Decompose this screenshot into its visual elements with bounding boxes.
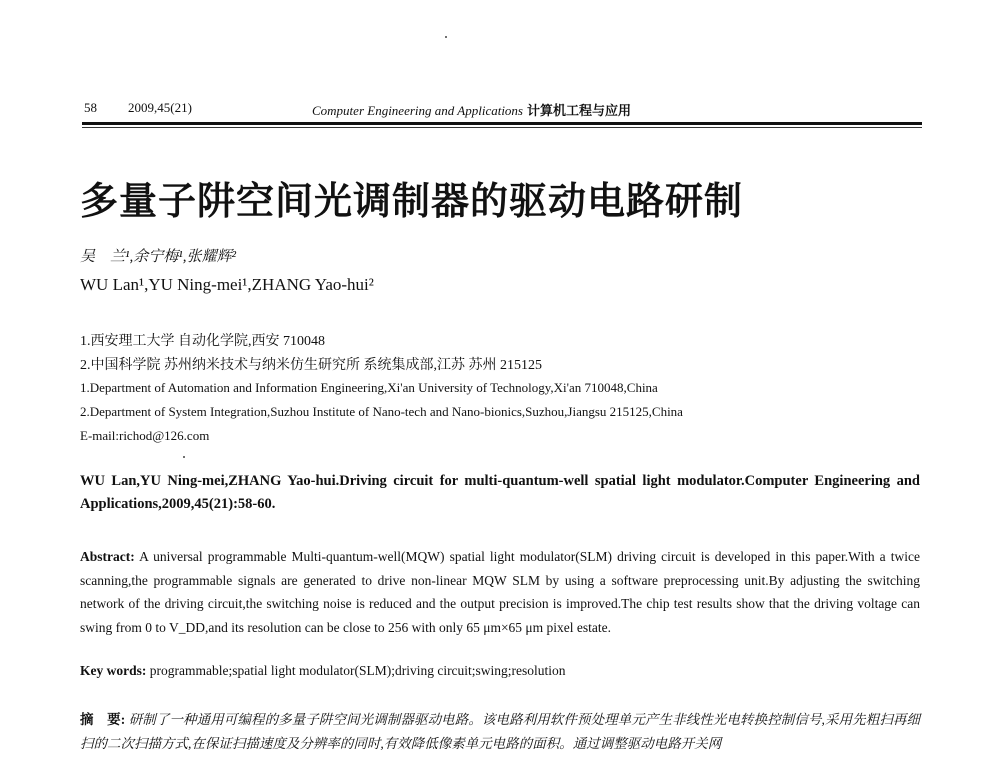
page-number: 58 [84, 100, 97, 115]
email: E-mail:richod@126.com [80, 428, 210, 443]
volume-issue: 2009,45(21) [128, 100, 192, 115]
paper-title: 多量子阱空间光调制器的驱动电路研制 [80, 181, 744, 223]
abstract [80, 545, 920, 639]
abstract-label: Abstract: [80, 549, 135, 564]
keywords [80, 663, 566, 679]
affiliation-zh-1: 1.西安理工大学 自动化学院,西安 710048 [80, 334, 325, 349]
journal-name-zh: 计算机工程与应用 [527, 103, 632, 118]
scan-speck [445, 36, 447, 38]
journal-name [312, 100, 631, 119]
keywords-text: programmable;spatial light modulator(SLM);driving circuit;swing;resolution [149, 663, 566, 678]
journal-name-en: Computer Engineering and Applications [312, 103, 523, 118]
affiliation-zh-2: 2.中国科学院 苏州纳米技术与纳米仿生研究所 系统集成部,江苏 苏州 215125 [80, 358, 542, 373]
header-rule [82, 122, 922, 125]
abstract-zh [80, 708, 920, 756]
keywords-label: Key words: [80, 663, 147, 678]
abstract-zh-label: 摘 要: [80, 712, 126, 727]
abstract-zh-text: 研制了一种通用可编程的多量子阱空间光调制器驱动电路。该电路利用软件预处理单元产生非线性光电转换控制信号,采用先粗扫再细扫的二次扫描方式,在保证扫描速度及分辨率的同时,有效降低像素单元电路的面积。通过调整驱动电路开关网 [80, 712, 921, 751]
authors-en: WU Lan¹,YU Ning-mei¹,ZHANG Yao-hui² [80, 275, 374, 294]
abstract-text: A universal programmable Multi-quantum-well(MQW) spatial light modulator(SLM) driving circuit is developed in this paper.With a twice scanning,the programmable signals are generated to drive non-linear MQW SLM by using a software preprocessing unit.By adjusting the switching network of the driving circuit,the switching noise is reduced and the output precision is improved.The chip test results show that the driving voltage can swing from 0 to V_DD,and its resolution can be close to 256 with only 65 μm×65 μm pixel estate. [80, 549, 920, 635]
header-rule-thin [82, 127, 922, 128]
affiliation-en-2: 2.Department of System Integration,Suzhou Institute of Nano-tech and Nano-bionics,Suzhou,Jiangsu 215125,China [80, 404, 683, 419]
citation: WU Lan,YU Ning-mei,ZHANG Yao-hui.Driving circuit for multi-quantum-well spatial light modulator.Computer Engineering and Applications,2009,45(21):58-60. [80, 473, 920, 512]
scan-speck [183, 456, 185, 458]
affiliation-en-1: 1.Department of Automation and Information Engineering,Xi'an University of Technology,Xi'an 710048,China [80, 380, 658, 395]
authors-zh: 吴 兰¹,余宁梅¹,张耀辉² [80, 249, 236, 265]
